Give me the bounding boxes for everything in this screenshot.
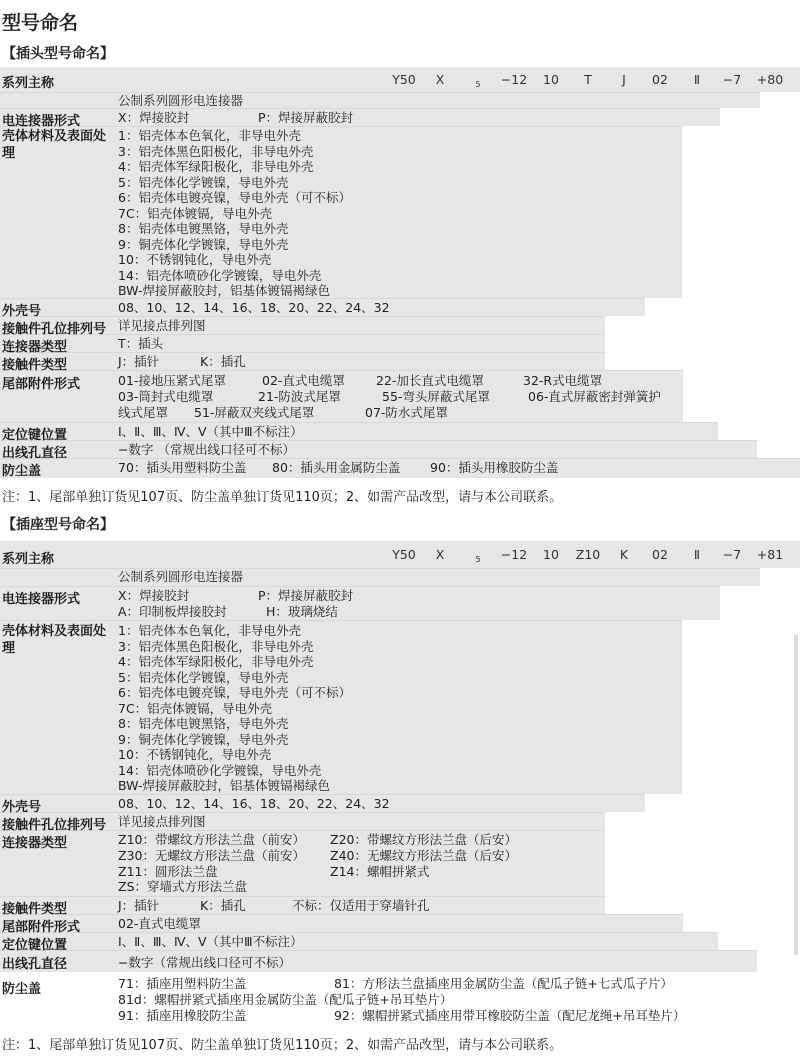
label-hole: 出线孔直径 bbox=[2, 446, 68, 461]
desc-form-x: X：焊接胶封 bbox=[118, 588, 190, 603]
desc-series: 公制系列圆形电连接器 bbox=[118, 569, 244, 584]
label-tail: 尾部附件形式 bbox=[2, 920, 81, 935]
code-key: Ⅱ bbox=[693, 547, 701, 562]
code-form: X bbox=[435, 72, 445, 87]
label-contact: 接触件类型 bbox=[2, 358, 68, 373]
desc-form-h: H：玻璃烧结 bbox=[266, 604, 338, 619]
label-cap: 防尘盖 bbox=[2, 464, 42, 479]
label-tail: 尾部附件形式 bbox=[2, 377, 81, 392]
code-contact: K bbox=[619, 547, 629, 562]
desc-shell: 08、10、12、14、16、18、20、22、24、32 bbox=[118, 796, 390, 811]
desc-tail-06-cont: 线式尾罩 bbox=[118, 405, 169, 420]
desc-type-zs: ZS：穿墙式方形法兰盘 bbox=[118, 879, 247, 894]
desc-form-p: P：焊接屏蔽胶封 bbox=[258, 110, 354, 125]
code-tail: 02 bbox=[652, 547, 668, 562]
desc-key: Ⅰ、Ⅱ、Ⅲ、Ⅳ、Ⅴ（其中Ⅲ不标注） bbox=[118, 934, 303, 949]
desc-material-1: 1：铝壳体本色氧化，非导电外壳 bbox=[118, 128, 301, 143]
code-series: Y50 bbox=[392, 72, 416, 87]
desc-type-z40: Z40：无螺纹方形法兰盘（后安） bbox=[330, 848, 517, 863]
desc-contact-none: 不标：仅适用于穿墙针孔 bbox=[292, 898, 430, 913]
desc-type-z11: Z11：圆形法兰盘 bbox=[118, 864, 218, 879]
desc-form-a: A：印制板焊接胶封 bbox=[118, 604, 227, 619]
page-title: 型号命名 bbox=[2, 12, 79, 34]
desc-cap-92: 92：螺帽拼紧式插座用带耳橡胶防尘盖（配尼龙绳+吊耳垫片） bbox=[334, 1008, 686, 1023]
desc-material-1: 1：铝壳体本色氧化，非导电外壳 bbox=[118, 623, 301, 638]
desc-tail-07: 07-防水式尾罩 bbox=[365, 405, 448, 420]
desc-material-9: 9：铜壳体化学镀镍，导电外壳 bbox=[118, 236, 289, 252]
code-cap: +81 bbox=[756, 547, 784, 562]
desc-material-8: 8：铝壳体电镀黑铬，导电外壳 bbox=[118, 716, 289, 731]
desc-material-9: 9：铜壳体化学镀镍，导电外壳 bbox=[118, 731, 289, 747]
desc-type-z14: Z14：螺帽拼紧式 bbox=[330, 864, 430, 879]
desc-tail-02: 02-直式电缆罩 bbox=[262, 373, 345, 388]
label-material: 壳体材料及表面处理 bbox=[2, 624, 107, 656]
desc-form-p: P：焊接屏蔽胶封 bbox=[258, 588, 354, 603]
code-hole: −7 bbox=[722, 72, 742, 87]
code-shell: −12 bbox=[500, 72, 528, 87]
code-hole: −7 bbox=[722, 547, 742, 562]
desc-tail-55: 55-弯头屏蔽式尾罩 bbox=[382, 389, 490, 404]
desc-material-10: 10：不锈钢钝化，导电外壳 bbox=[118, 747, 272, 762]
desc-cap-70: 70：插头用塑料防尘盖 bbox=[118, 460, 247, 475]
desc-contact-k: K：插孔 bbox=[200, 898, 246, 913]
label-cap: 防尘盖 bbox=[2, 982, 42, 997]
desc-material-10: 10：不锈钢钝化，导电外壳 bbox=[118, 252, 272, 267]
desc-tail-22: 22-加长直式电缆罩 bbox=[376, 373, 484, 388]
code-cap: +80 bbox=[756, 72, 784, 87]
desc-material-7c: 7C：铝壳体镀镉，导电外壳 bbox=[118, 700, 273, 716]
desc-contact-j: J：插针 bbox=[118, 354, 160, 369]
desc-material-4: 4：铝壳体军绿阳极化，非导电外壳 bbox=[118, 654, 314, 669]
label-shell: 外壳号 bbox=[2, 304, 42, 319]
label-key: 定位键位置 bbox=[2, 938, 68, 953]
desc-material-bw: BW-焊接屏蔽胶封，铝基体镀镉褐绿色 bbox=[118, 283, 330, 298]
label-key: 定位键位置 bbox=[2, 428, 68, 443]
label-series: 系列主称 bbox=[2, 552, 55, 567]
code-tail: 02 bbox=[652, 72, 668, 87]
socket-section-heading: 【插座型号命名】 bbox=[2, 517, 114, 533]
label-type: 连接器类型 bbox=[2, 340, 68, 355]
label-type: 连接器类型 bbox=[2, 836, 68, 851]
plug-section-heading: 【插头型号命名】 bbox=[2, 46, 114, 62]
code-material: 5 bbox=[475, 80, 481, 89]
desc-tail-51: 51-屏蔽双夹线式尾罩 bbox=[194, 405, 315, 420]
desc-layout: 详见接点排列图 bbox=[118, 814, 206, 829]
desc-type-z10: Z10：带螺纹方形法兰盘（前安） bbox=[118, 832, 305, 847]
desc-key: Ⅰ、Ⅱ、Ⅲ、Ⅳ、Ⅴ（其中Ⅲ不标注） bbox=[118, 424, 303, 439]
code-series: Y50 bbox=[392, 547, 416, 562]
desc-cap-81d: 81d：螺帽拼紧式插座用金属防尘盖（配瓜子链+吊耳垫片） bbox=[118, 992, 453, 1007]
desc-tail-32: 32-R式电缆罩 bbox=[523, 373, 603, 388]
desc-hole: −数字（常规出线口径可不标） bbox=[118, 955, 291, 970]
desc-tail-02: 02-直式电缆罩 bbox=[118, 916, 201, 931]
socket-note: 注：1、尾部单独订货见107页、防尘盖单独订货见110页；2、如需产品改型，请与本公司联系。 bbox=[2, 1038, 563, 1053]
desc-material-14: 14：铝壳体喷砂化学镀镍，导电外壳 bbox=[118, 762, 322, 778]
desc-cap-91: 91：插座用橡胶防尘盖 bbox=[118, 1008, 247, 1023]
desc-material-3: 3：铝壳体黑色阳极化，非导电外壳 bbox=[118, 638, 314, 654]
desc-cap-71: 71：插座用塑料防尘盖 bbox=[118, 976, 247, 991]
desc-material-7c: 7C：铝壳体镀镉，导电外壳 bbox=[118, 205, 273, 221]
desc-material-5: 5：铝壳体化学镀镍，导电外壳 bbox=[118, 669, 289, 685]
desc-series: 公制系列圆形电连接器 bbox=[118, 93, 244, 108]
desc-tail-01: 01-接地压紧式尾罩 bbox=[118, 373, 226, 388]
desc-material-3: 3：铝壳体黑色阳极化，非导电外壳 bbox=[118, 143, 314, 159]
label-form: 电连接器形式 bbox=[2, 592, 81, 607]
desc-material-bw: BW-焊接屏蔽胶封，铝基体镀镉褐绿色 bbox=[118, 778, 330, 793]
desc-layout: 详见接点排列图 bbox=[118, 318, 206, 333]
label-layout: 接触件孔位排列号 bbox=[2, 818, 107, 833]
label-shell: 外壳号 bbox=[2, 800, 42, 815]
desc-material-4: 4：铝壳体军绿阳极化，非导电外壳 bbox=[118, 159, 314, 174]
code-form: X bbox=[435, 547, 445, 562]
desc-material-5: 5：铝壳体化学镀镍，导电外壳 bbox=[118, 174, 289, 190]
desc-shell: 08、10、12、14、16、18、20、22、24、32 bbox=[118, 300, 390, 315]
desc-type: T：插头 bbox=[118, 336, 164, 351]
desc-material-6: 6：铝壳体电镀亮镍，导电外壳（可不标） bbox=[118, 685, 351, 700]
desc-tail-06: 06-直式屏蔽密封弹簧护 bbox=[528, 389, 661, 404]
desc-contact-k: K：插孔 bbox=[200, 354, 246, 369]
desc-cap-81: 81：方形法兰盘插座用金属防尘盖（配瓜子链+七式瓜子片） bbox=[334, 976, 673, 991]
label-layout: 接触件孔位排列号 bbox=[2, 322, 107, 337]
desc-material-8: 8：铝壳体电镀黑铬，导电外壳 bbox=[118, 221, 289, 236]
code-layout: 10 bbox=[543, 547, 559, 562]
desc-hole: −数字 （常规出线口径可不标） bbox=[118, 442, 295, 457]
code-key: Ⅱ bbox=[693, 72, 701, 87]
label-material: 壳体材料及表面处理 bbox=[2, 129, 107, 161]
label-contact: 接触件类型 bbox=[2, 902, 68, 917]
code-type: Z10 bbox=[575, 547, 601, 562]
label-form: 电连接器形式 bbox=[2, 114, 81, 129]
desc-form-x: X：焊接胶封 bbox=[118, 110, 190, 125]
desc-tail-03: 03-筒封式电缆罩 bbox=[118, 389, 214, 404]
desc-contact-j: J：插针 bbox=[118, 898, 160, 913]
desc-cap-90: 90：插头用橡胶防尘盖 bbox=[430, 460, 559, 475]
code-material: 5 bbox=[475, 555, 481, 564]
code-contact: J bbox=[622, 72, 626, 87]
desc-cap-80: 80：插头用金属防尘盖 bbox=[272, 460, 401, 475]
desc-material-14: 14：铝壳体喷砂化学镀镍，导电外壳 bbox=[118, 267, 322, 283]
desc-material-6: 6：铝壳体电镀亮镍，导电外壳（可不标） bbox=[118, 190, 351, 205]
label-hole: 出线孔直径 bbox=[2, 957, 68, 972]
plug-note: 注：1、尾部单独订货见107页、防尘盖单独订货见110页；2、如需产品改型，请与本公司联系。 bbox=[2, 490, 563, 505]
code-type: T bbox=[584, 72, 592, 87]
label-series: 系列主称 bbox=[2, 76, 55, 91]
desc-tail-21: 21-防波式尾罩 bbox=[258, 389, 341, 404]
desc-type-z20: Z20：带螺纹方形法兰盘（后安） bbox=[330, 832, 517, 847]
desc-type-z30: Z30：无螺纹方形法兰盘（前安） bbox=[118, 848, 305, 863]
code-layout: 10 bbox=[543, 72, 559, 87]
code-shell: −12 bbox=[500, 547, 528, 562]
